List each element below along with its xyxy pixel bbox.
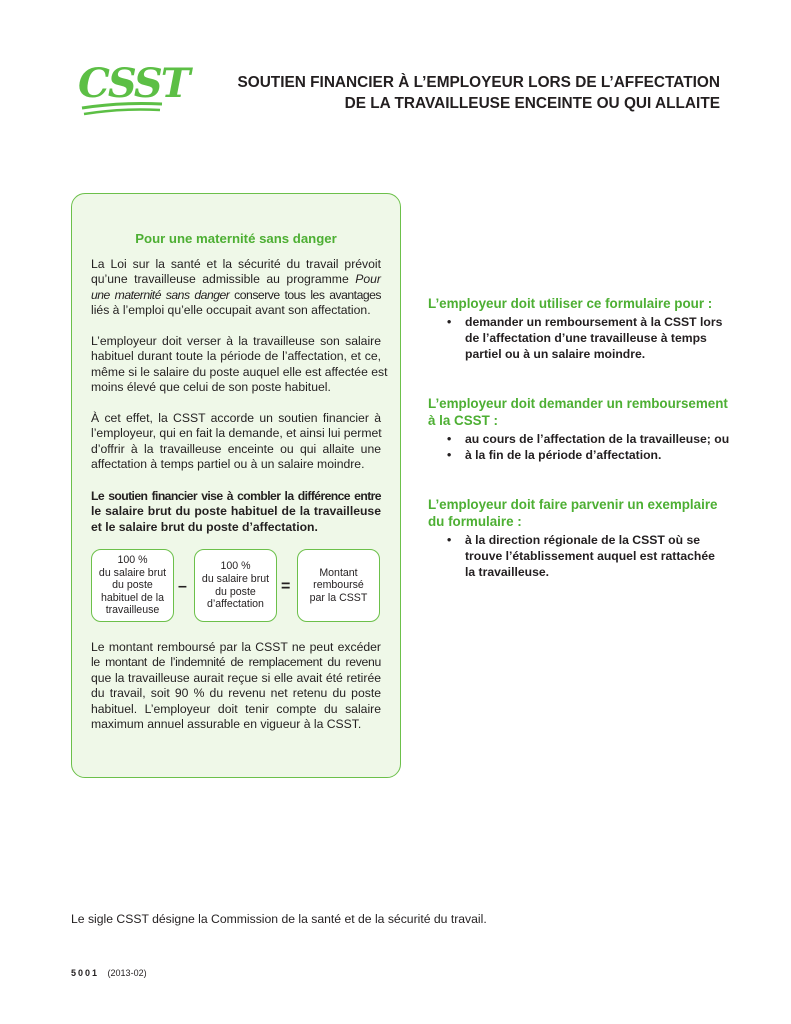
text-line: le montant de l’indemnité de remplacement du revenu: [91, 655, 381, 670]
text-segment: qu’une travailleuse admissible au programme: [91, 272, 356, 287]
list-item-line: de l’affectation d’une travailleuse à temps: [465, 331, 707, 345]
text-line: À cet effet, la CSST accorde un soutien financier à: [91, 411, 381, 425]
acronym-note: Le sigle CSST désigne la Commission de la santé et de la sécurité du travail.: [71, 912, 487, 926]
formula-text: 100 %: [117, 554, 148, 567]
text-line: habituel. L’employeur doit tenir compte du salaire: [91, 701, 381, 716]
list-item-line: trouve l’établissement auquel est rattachée: [465, 549, 715, 563]
list-item-line: au cours de l’affectation de la travailleuse; ou: [465, 432, 730, 446]
text-line: l’employeur, qui en fait la demande, et ainsi lui permet: [91, 426, 382, 441]
section-request-heading: [428, 395, 758, 429]
heading-line: L’employeur doit faire parvenir un exemplaire: [428, 497, 718, 512]
section-request-list: [428, 431, 758, 463]
formula-text: travailleuse: [105, 604, 160, 617]
heading-line: L’employeur doit demander un remboursement: [428, 396, 728, 411]
list-item-line: à la direction régionale de la CSST où se: [465, 533, 701, 547]
list-item-line: à la fin de la période d’affectation.: [465, 448, 662, 462]
formula-usual-salary-box: [91, 549, 174, 622]
section-use-form-heading: L’employeur doit utiliser ce formulaire pour :: [428, 296, 713, 311]
list-item: [428, 314, 758, 362]
text-line: Le montant remboursé par la CSST ne peut excéder: [91, 640, 381, 654]
formula-text: du salaire brut: [201, 572, 270, 585]
bullet-icon: •: [447, 315, 452, 329]
text-line: Le soutien financier vise à combler la différence entre: [91, 489, 381, 503]
text-line: d’offrir à la travailleuse enceinte ou qui allaite une: [91, 441, 381, 456]
section-send-heading: [428, 496, 758, 530]
form-number: 5001: [71, 968, 100, 978]
minus-operator: –: [178, 578, 187, 595]
logo-wordmark: CSST: [78, 60, 189, 107]
section-use-form-list: [428, 314, 758, 362]
text-line: maximum annuel assurable en vigueur à la CSST.: [91, 717, 362, 732]
program-name-italic: une maternité sans danger: [91, 287, 230, 302]
formula-text: du salaire brut: [98, 566, 167, 579]
heading-line: du formulaire :: [428, 514, 522, 529]
bullet-icon: •: [447, 448, 452, 462]
list-item-line: partiel ou à un salaire moindre.: [465, 347, 646, 361]
formula-text: Montant: [319, 566, 358, 579]
box-paragraph-1: [91, 257, 381, 319]
section-send-list: [428, 532, 758, 580]
form-date: (2013-02): [107, 968, 147, 978]
csst-logo: [78, 60, 189, 120]
box-paragraph-5: [91, 640, 381, 732]
program-name-italic: Pour: [355, 272, 381, 287]
text-line: [91, 272, 381, 287]
text-line: habituel durant toute la période de l’affectation, et ce,: [91, 349, 381, 364]
heading-line: à la CSST :: [428, 413, 498, 428]
formula-assignment-salary-box: [194, 549, 277, 622]
formula-text: d’affectation: [207, 598, 264, 611]
text-line: [91, 288, 381, 303]
box-paragraph-2: [91, 334, 388, 396]
title-line-2: DE LA TRAVAILLEUSE ENCEINTE OU QUI ALLAITE: [344, 95, 720, 112]
text-line: La Loi sur la santé et la sécurité du travail prévoit: [91, 257, 381, 271]
box-paragraph-3: [91, 411, 381, 473]
text-line: et le salaire brut du poste d’affectation.: [91, 519, 318, 534]
equals-operator: =: [281, 578, 291, 595]
text-line: même si le salaire du poste auquel elle est affectée est: [91, 364, 388, 379]
page-title: [200, 72, 720, 114]
text-line: du travail, soit 90 % du revenu net retenu du poste: [91, 686, 381, 701]
form-code: [71, 968, 147, 978]
text-segment: conserve tous les avantages: [229, 287, 381, 302]
formula-text: habituel de la: [100, 591, 164, 604]
text-line: affectation à temps partiel ou à un salaire moindre.: [91, 457, 365, 472]
box-paragraph-4: [91, 489, 381, 535]
text-line: que la travailleuse aurait reçue si elle avait été retirée: [91, 670, 381, 685]
text-line: L’employeur doit verser à la travailleuse son salaire: [91, 334, 381, 348]
formula-reimbursed-amount-box: [297, 549, 380, 622]
list-item: [428, 431, 758, 447]
list-item: [428, 447, 758, 463]
formula-text: par la CSST: [309, 591, 368, 604]
text-line: moins élevé que celui de son poste habituel.: [91, 380, 331, 395]
bullet-icon: •: [447, 533, 452, 547]
list-item-line: demander un remboursement à la CSST lors: [465, 315, 723, 329]
formula-text: du poste: [215, 585, 256, 598]
formula-text: du poste: [112, 579, 153, 592]
list-item-line: la travailleuse.: [465, 565, 550, 579]
title-line-1: SOUTIEN FINANCIER À L’EMPLOYEUR LORS DE L’AFFECTATION: [237, 74, 720, 91]
text-line: liés à l’emploi qu’elle occupait avant son affectation.: [91, 303, 371, 318]
bullet-icon: •: [447, 432, 452, 446]
logo-swoosh-icon: [80, 100, 164, 120]
box-heading: Pour une maternité sans danger: [135, 231, 337, 246]
formula-text: 100 %: [220, 560, 251, 573]
formula-text: remboursé: [313, 579, 364, 592]
text-line: le salaire brut du poste habituel de la travailleuse: [91, 504, 381, 519]
list-item: [428, 532, 758, 580]
